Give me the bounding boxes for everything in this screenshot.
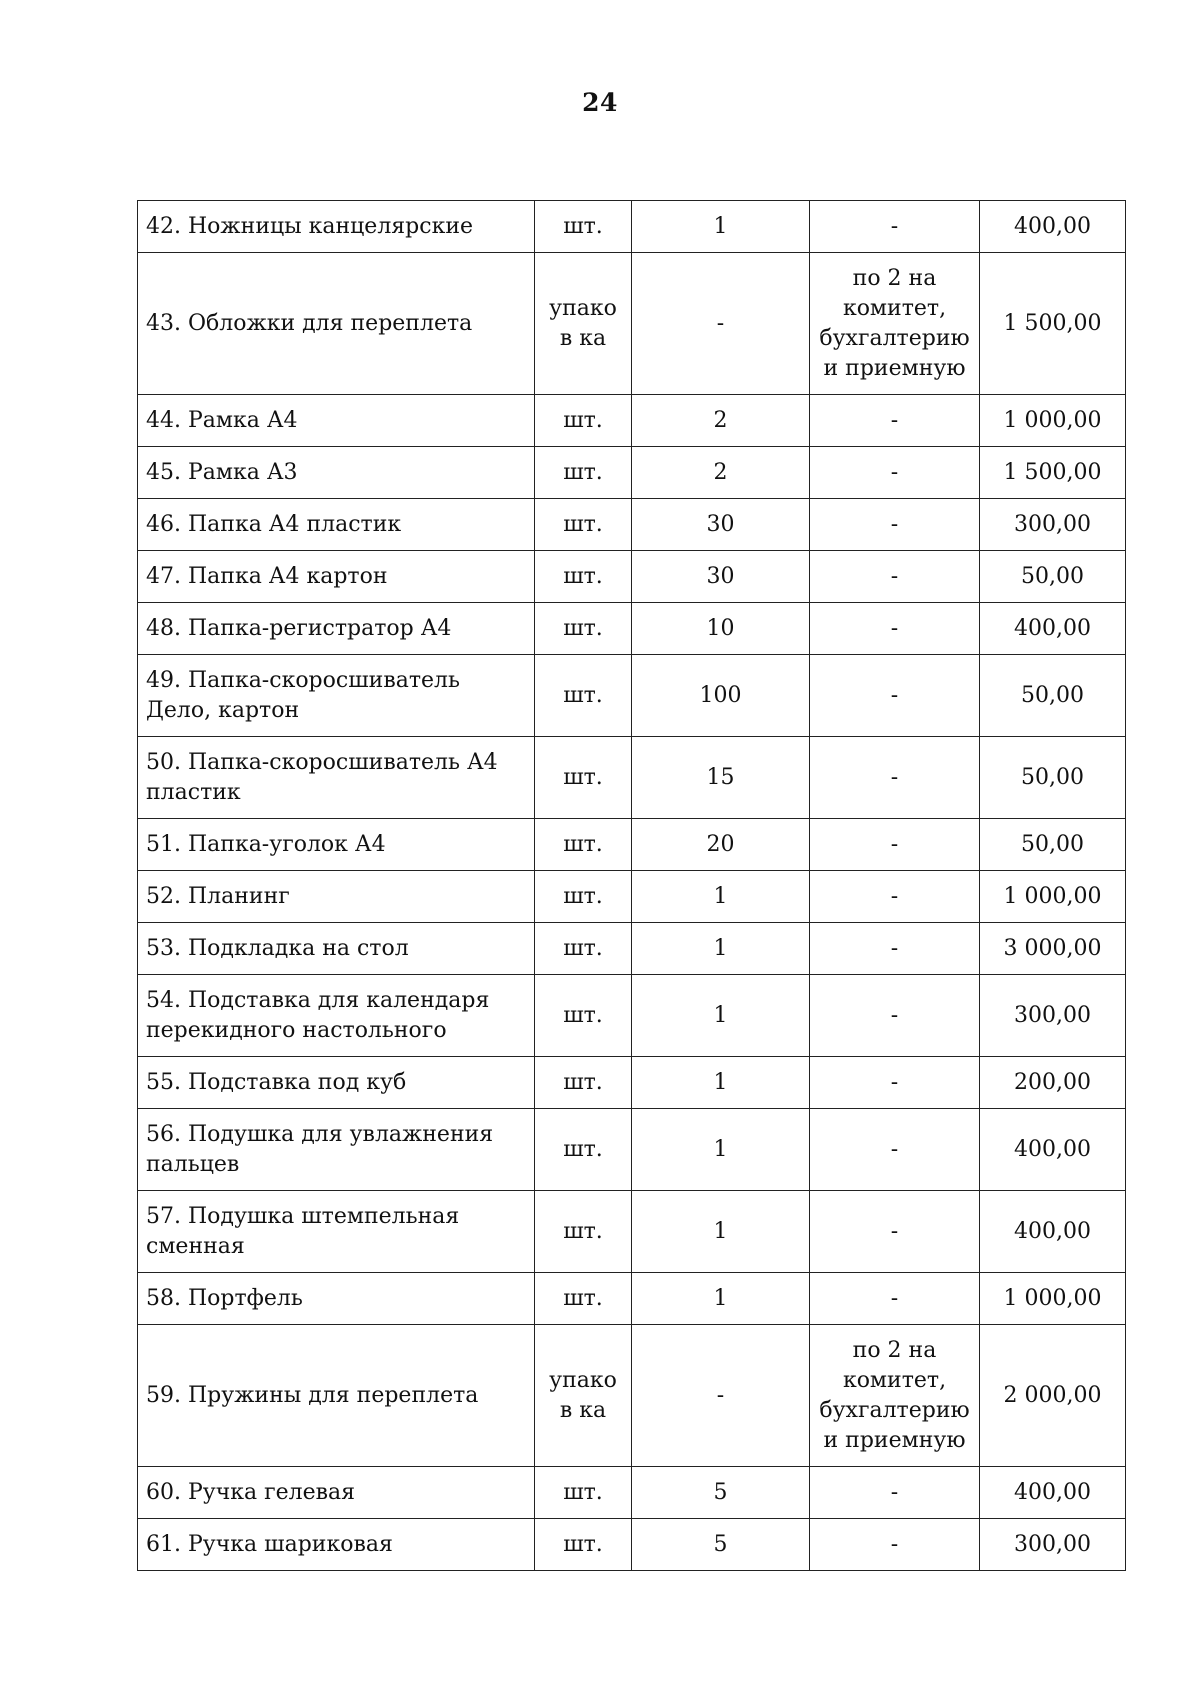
item-note: - (810, 975, 980, 1057)
table-row (138, 655, 1126, 737)
item-name: 58. Портфель (138, 1273, 535, 1325)
item-note: - (810, 603, 980, 655)
item-quantity: 5 (632, 1519, 810, 1571)
item-note: - (810, 871, 980, 923)
item-price: 200,00 (980, 1057, 1126, 1109)
item-price: 50,00 (980, 819, 1126, 871)
item-unit: шт. (535, 447, 632, 499)
item-unit: шт. (535, 603, 632, 655)
item-price: 1 000,00 (980, 1273, 1126, 1325)
item-note: - (810, 1109, 980, 1191)
table-row (138, 1057, 1126, 1109)
item-name: 45. Рамка А3 (138, 447, 535, 499)
item-quantity: 1 (632, 1191, 810, 1273)
item-price: 1 500,00 (980, 447, 1126, 499)
item-quantity: 10 (632, 603, 810, 655)
item-price: 300,00 (980, 975, 1126, 1057)
item-note: - (810, 201, 980, 253)
item-price: 400,00 (980, 1109, 1126, 1191)
item-name: 49. Папка-скоросшиватель Дело, картон (138, 655, 535, 737)
item-quantity: 5 (632, 1467, 810, 1519)
item-note: - (810, 447, 980, 499)
item-name: 50. Папка-скоросшиватель А4 пластик (138, 737, 535, 819)
item-unit: шт. (535, 1109, 632, 1191)
item-unit: шт. (535, 871, 632, 923)
item-quantity: 1 (632, 1273, 810, 1325)
table-row (138, 447, 1126, 499)
item-note: - (810, 819, 980, 871)
item-name: 51. Папка-уголок А4 (138, 819, 535, 871)
item-price: 3 000,00 (980, 923, 1126, 975)
item-name: 44. Рамка А4 (138, 395, 535, 447)
table-row (138, 603, 1126, 655)
item-price: 400,00 (980, 603, 1126, 655)
item-note: - (810, 499, 980, 551)
item-price: 300,00 (980, 1519, 1126, 1571)
item-note: - (810, 1057, 980, 1109)
item-name: 61. Ручка шариковая (138, 1519, 535, 1571)
item-name: 46. Папка А4 пластик (138, 499, 535, 551)
item-unit: шт. (535, 1519, 632, 1571)
item-unit: упаков ка (535, 253, 632, 395)
item-name: 60. Ручка гелевая (138, 1467, 535, 1519)
item-note: - (810, 395, 980, 447)
table-row (138, 253, 1126, 395)
item-price: 50,00 (980, 551, 1126, 603)
item-name: 53. Подкладка на стол (138, 923, 535, 975)
item-price: 400,00 (980, 1467, 1126, 1519)
item-name: 55. Подставка под куб (138, 1057, 535, 1109)
table-row (138, 201, 1126, 253)
item-note: - (810, 655, 980, 737)
item-quantity: 2 (632, 447, 810, 499)
item-note: по 2 на комитет, бухгалтерию и приемную (810, 253, 980, 395)
table-row (138, 1273, 1126, 1325)
item-note: - (810, 1273, 980, 1325)
table-row (138, 737, 1126, 819)
item-unit: шт. (535, 1467, 632, 1519)
item-price: 1 000,00 (980, 395, 1126, 447)
item-quantity: 1 (632, 1109, 810, 1191)
item-note: - (810, 551, 980, 603)
item-quantity: 15 (632, 737, 810, 819)
supplies-table (137, 200, 1126, 1571)
table-row (138, 1519, 1126, 1571)
item-unit: упаков ка (535, 1325, 632, 1467)
item-price: 2 000,00 (980, 1325, 1126, 1467)
item-name: 57. Подушка штемпельная сменная (138, 1191, 535, 1273)
item-unit: шт. (535, 975, 632, 1057)
table-row (138, 923, 1126, 975)
table-row (138, 819, 1126, 871)
item-quantity: - (632, 1325, 810, 1467)
item-quantity: 1 (632, 923, 810, 975)
item-unit: шт. (535, 923, 632, 975)
item-name: 48. Папка-регистратор А4 (138, 603, 535, 655)
table-row (138, 551, 1126, 603)
item-price: 300,00 (980, 499, 1126, 551)
item-price: 50,00 (980, 737, 1126, 819)
item-unit: шт. (535, 499, 632, 551)
item-price: 1 500,00 (980, 253, 1126, 395)
item-note: - (810, 1519, 980, 1571)
item-unit: шт. (535, 655, 632, 737)
item-quantity: 2 (632, 395, 810, 447)
item-unit: шт. (535, 1273, 632, 1325)
item-note: - (810, 923, 980, 975)
item-quantity: 30 (632, 499, 810, 551)
item-quantity: 1 (632, 1057, 810, 1109)
item-unit: шт. (535, 737, 632, 819)
item-note: - (810, 1467, 980, 1519)
table-row (138, 871, 1126, 923)
item-name: 52. Планинг (138, 871, 535, 923)
item-name: 54. Подставка для календаря перекидного настольного (138, 975, 535, 1057)
item-quantity: 1 (632, 975, 810, 1057)
item-note: по 2 на комитет, бухгалтерию и приемную (810, 1325, 980, 1467)
item-unit: шт. (535, 819, 632, 871)
item-note: - (810, 1191, 980, 1273)
item-unit: шт. (535, 1057, 632, 1109)
table-row (138, 499, 1126, 551)
item-quantity: 100 (632, 655, 810, 737)
item-name: 43. Обложки для переплета (138, 253, 535, 395)
table-row (138, 1325, 1126, 1467)
table-row (138, 395, 1126, 447)
item-price: 50,00 (980, 655, 1126, 737)
item-price: 400,00 (980, 1191, 1126, 1273)
item-unit: шт. (535, 1191, 632, 1273)
item-name: 47. Папка А4 картон (138, 551, 535, 603)
item-name: 59. Пружины для переплета (138, 1325, 535, 1467)
item-price: 1 000,00 (980, 871, 1126, 923)
page-number: 24 (582, 88, 618, 117)
item-quantity: 1 (632, 201, 810, 253)
item-unit: шт. (535, 551, 632, 603)
table-row (138, 1191, 1126, 1273)
item-unit: шт. (535, 201, 632, 253)
item-quantity: 1 (632, 871, 810, 923)
item-name: 42. Ножницы канцелярские (138, 201, 535, 253)
supplies-table-body (138, 201, 1126, 1571)
table-row (138, 975, 1126, 1057)
item-note: - (810, 737, 980, 819)
item-quantity: 20 (632, 819, 810, 871)
item-quantity: - (632, 253, 810, 395)
table-row (138, 1467, 1126, 1519)
item-quantity: 30 (632, 551, 810, 603)
item-price: 400,00 (980, 201, 1126, 253)
item-name: 56. Подушка для увлажнения пальцев (138, 1109, 535, 1191)
table-row (138, 1109, 1126, 1191)
item-unit: шт. (535, 395, 632, 447)
